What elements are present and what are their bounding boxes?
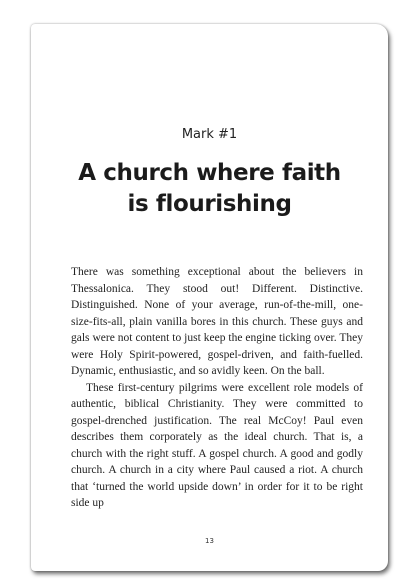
chapter-title [31, 158, 388, 220]
paragraph-1: There was something exceptional about the believers in Thessalonica. They stood out! Different. Distinctive. Distinguished. None of your average, run-of-the-mill, one-size-fits-all, plain vanilla bores in this church. These guys and gals were not content to just keep the engine ticking over. They were Holy Spirit-powered, gospel-driven, and faith-fuelled. Dynamic, enthusiastic, and so avidly keen. On the ball. [71, 266, 363, 377]
paragraph-2: These first-century pilgrims were excellent role models of authentic, biblical Christianity. They were committed to gospel-drenched justification. The real McCoy! Paul even describes them corporately as the ideal church. That is, a church with the right stuff. A gospel church. A good and godly church. A church in a city where Paul caused a riot. A church that ‘turned the world upside down’ in order for it to be right side up [71, 381, 363, 509]
chapter-title-line-2: is flourishing [127, 191, 292, 217]
body-text [71, 264, 363, 512]
chapter-title-line-1: A church where faith [78, 160, 341, 186]
book-page [31, 24, 388, 571]
page-number: 13 [205, 537, 214, 545]
chapter-label: Mark #1 [181, 127, 238, 142]
